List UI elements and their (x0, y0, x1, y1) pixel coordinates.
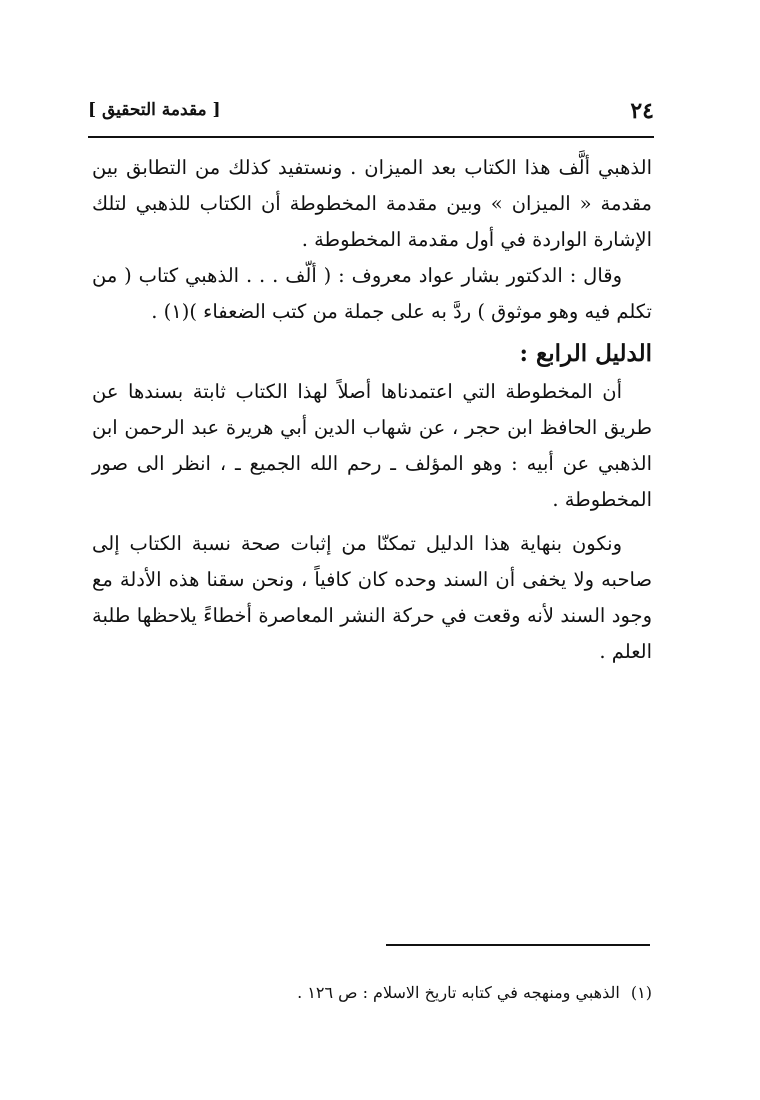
section-heading: الدليل الرابع : (519, 340, 652, 367)
paragraph-1: الذهبي ألَّف هذا الكتاب بعد الميزان . ونستفيد كذلك من التطابق بين مقدمة « الميزان » وبين مقدمة المخطوطة أن الكتاب للذهبي لتلك الإشارة الواردة في أول مقدمة المخطوطة . (92, 156, 652, 251)
footnote-text: الذهبي ومنهجه في كتابه تاريخ الاسلام : ص ١٢٦ . (297, 983, 620, 1002)
header-rule (88, 136, 654, 138)
paragraph-3: أن المخطوطة التي اعتمدناها أصلاً لهذا الكتاب ثابتة بسندها عن طريق الحافظ ابن حجر ، عن شهاب الدين أبي هريرة عبد الرحمن ابن الذهبي عن أبيه : وهو المؤلف ـ رحم الله الجميع ـ ، انظر الى صور المخطوطة . (92, 380, 652, 511)
paragraph-2: وقال : الدكتور بشار عواد معروف : ( ألّف . . . الذهبي كتاب ( من تكلم فيه وهو موثوق ) ردَّ به على جملة من كتب الضعفاء )(١) . (92, 264, 652, 323)
paragraph-4: ونكون بنهاية هذا الدليل تمكنّا من إثبات صحة نسبة الكتاب إلى صاحبه ولا يخفى أن السند وحده كان كافياً ، ونحن سقنا هذه الأدلة مع وجود السند لأنه وقعت في حركة النشر المعاصرة أخطاءً يلاحظها طلبة العلم . (92, 532, 652, 663)
page-number: ٢٤ (630, 98, 654, 124)
footnote-marker: (١) (630, 983, 652, 1002)
page-header (88, 96, 654, 130)
main-text (92, 150, 652, 670)
footnote (200, 980, 652, 1006)
running-title: [ مقدمة التحقيق ] (88, 100, 221, 120)
footnote-rule (386, 944, 650, 946)
